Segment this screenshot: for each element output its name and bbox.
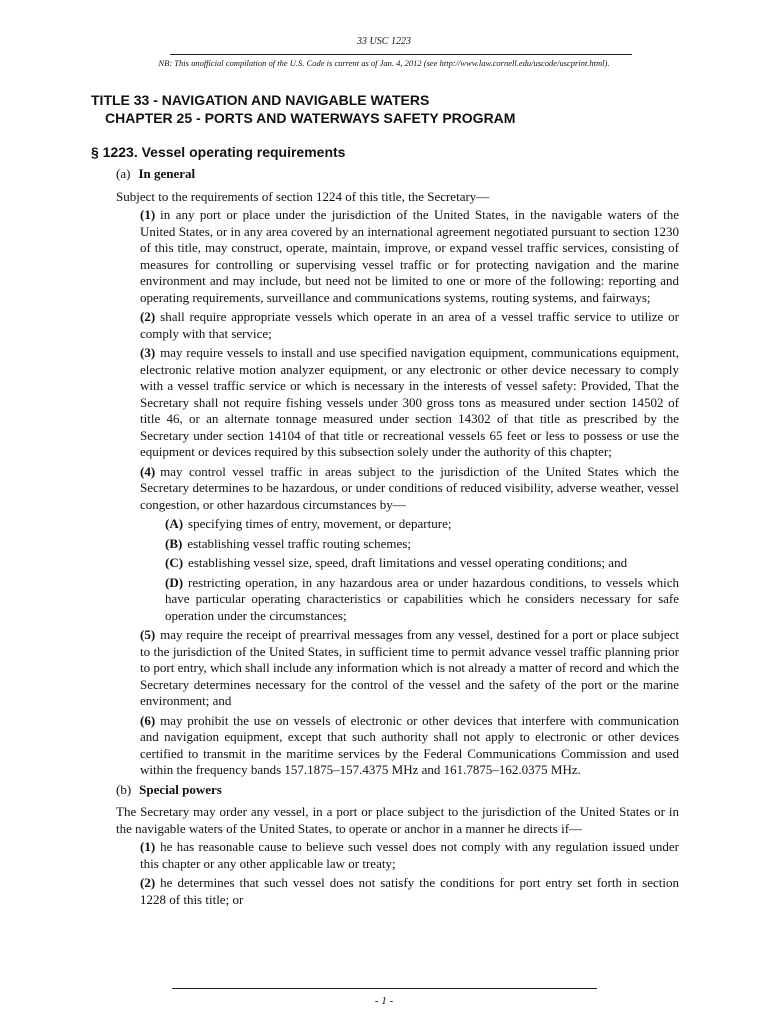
clause-letter: (C) xyxy=(165,555,184,570)
subsection-b-label: (b) xyxy=(116,781,132,797)
clause-a4-B xyxy=(165,536,679,553)
paragraph-number: (1) xyxy=(140,839,156,854)
clause-a4-D xyxy=(165,575,679,625)
paragraph-text: in any port or place under the jurisdiction of the United States, in the navigable waters of the United States, or in any area covered by an international agreement negotiated pursuant to section 1230 of this title, may construct, operate, maintain, improve, or expand vessel traffic services, consisting of measures for controlling or supervising vessel traffic or for protecting navigation and the marine environment and may include, but need not be limited to one or more of the following: reporting and operating requirements, surveillance and communications systems, routing systems, and fairways; xyxy=(140,207,679,305)
subsection-a-intro: Subject to the requirements of section 1224 of this title, the Secretary— xyxy=(116,188,490,204)
clause-text: restricting operation, in any hazardous area or under hazardous conditions, to vessels which have particular operating characteristics or capabilities which he considers necessary for safe operation under the circumstances; xyxy=(165,574,679,623)
paragraph-b2 xyxy=(140,875,679,908)
paragraph-a4 xyxy=(140,464,679,514)
chapter-heading: CHAPTER 25 - PORTS AND WATERWAYS SAFETY PROGRAM xyxy=(105,110,516,126)
clause-text: specifying times of entry, movement, or departure; xyxy=(188,516,452,531)
running-header-citation: 33 USC 1223 xyxy=(357,36,411,47)
paragraph-number: (4) xyxy=(140,463,156,479)
paragraph-a3 xyxy=(140,345,679,461)
section-body xyxy=(116,166,679,911)
subsection-a-label: (a) xyxy=(116,166,131,181)
title-heading: TITLE 33 - NAVIGATION AND NAVIGABLE WATERS xyxy=(91,92,430,108)
clause-text: establishing vessel traffic routing schemes; xyxy=(187,535,411,551)
paragraph-text: may prohibit the use on vessels of electronic or other devices that interfere with communication and navigation equipment, except that such authority shall not apply to electronic or other devices certified to transmit in the maritime services by the Federal Communications Commission and used within the frequency bands 157.1875–157.4375 MHz and 161.7875–162.0375 MHz. xyxy=(140,712,679,777)
clause-letter: (D) xyxy=(165,574,184,590)
page-number: - 1 - xyxy=(374,995,394,1007)
paragraph-number: (1) xyxy=(140,207,156,222)
clause-letter: (A) xyxy=(165,516,184,531)
footer-divider xyxy=(172,988,597,989)
subsection-a-heading xyxy=(116,166,679,183)
paragraph-number: (6) xyxy=(140,712,156,728)
paragraph-number: (5) xyxy=(140,627,156,642)
clause-letter: (B) xyxy=(165,535,183,551)
paragraph-text: he has reasonable cause to believe such vessel does not comply with any regulation issued under this chapter or any other applicable law or treaty; xyxy=(140,839,679,871)
paragraph-text: may control vessel traffic in areas subject to the jurisdiction of the United States which the Secretary determines to be hazardous, or under conditions of reduced visibility, adverse weather, vessel congestion, or other hazardous circumstances by— xyxy=(140,463,679,512)
paragraph-text: he determines that such vessel does not satisfy the conditions for port entry set forth in section 1228 of this title; or xyxy=(140,875,679,907)
clause-a4-A xyxy=(165,516,679,533)
paragraph-text: shall require appropriate vessels which operate in an area of a vessel traffic service to utilize or comply with that service; xyxy=(140,309,679,341)
clause-text: establishing vessel size, speed, draft limitations and vessel operating conditions; and xyxy=(188,555,628,570)
paragraph-a5 xyxy=(140,627,679,710)
paragraph-b1 xyxy=(140,839,679,872)
subsection-b-title: Special powers xyxy=(139,781,222,797)
clause-a4-C xyxy=(165,555,679,572)
paragraph-a6 xyxy=(140,713,679,779)
paragraph-number: (2) xyxy=(140,875,156,890)
paragraph-number: (2) xyxy=(140,309,156,324)
subsection-a-title: In general xyxy=(138,166,196,181)
header-note: NB: This unofficial compilation of the U.S. Code is current as of Jan. 4, 2012 (see http://www.law.cornell.edu/uscode/uscprint.html). xyxy=(158,58,610,68)
paragraph-text: may require the receipt of prearrival messages from any vessel, destined for a port or place subject to the jurisdiction of the United States, in sufficient time to permit advance vessel traffic planning prior to port entry, which shall include any information which is not already a matter of record and which the Secretary determines necessary for the control of the vessel and the safety of the port or the marine environment; and xyxy=(140,627,679,708)
header-divider xyxy=(170,54,632,55)
subsection-b-intro: The Secretary may order any vessel, in a port or place subject to the jurisdiction of the United States or in the navigable waters of the United States, to operate or anchor in a manner he directs if— xyxy=(116,804,679,836)
section-heading: § 1223. Vessel operating requirements xyxy=(91,144,346,160)
paragraph-text: may require vessels to install and use specified navigation equipment, communications equipment, electronic relative motion analyzer equipment, or any electronic or other device necessary to comply with a vessel traffic service or which is necessary in the interests of vessel safety: Provided, That the Secretary shall not require fishing vessels under 300 gross tons as measured under section 14502 of title 46, or an alternate tonnage measured under section 14302 of that title as prescribed by the Secretary under section 14104 of that title or recreational vessels 65 feet or less to possess or use the equipment or devices required by this subsection solely under the authority of this chapter; xyxy=(140,345,679,459)
paragraph-a2 xyxy=(140,309,679,342)
paragraph-number: (3) xyxy=(140,345,156,360)
paragraph-a1 xyxy=(140,207,679,306)
subsection-b-heading xyxy=(116,782,679,799)
